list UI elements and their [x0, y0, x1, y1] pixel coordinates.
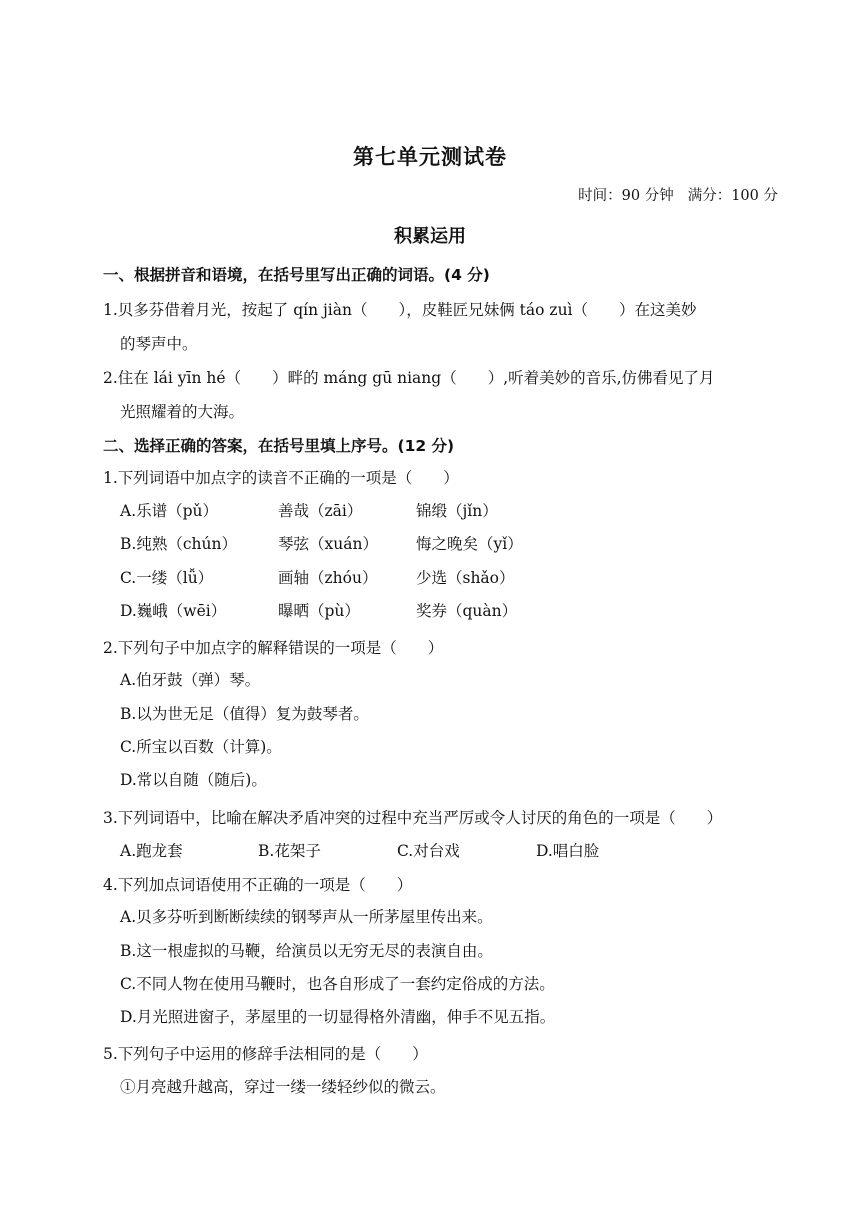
part2-q2-stem: 2.下列句子中加点字的解释错误的一项是（ ） — [103, 639, 444, 657]
q1-row1-col3: 锦缎（jǐn） — [416, 502, 498, 520]
q4-option-c: C.不同人物在使用马鞭时，也各自形成了一套约定俗成的方法。 — [120, 975, 555, 993]
q2-option-d: D.常以自随（随后)。 — [120, 771, 267, 789]
q1-row2-col3: 悔之晚矣（yǐ） — [416, 535, 523, 553]
part2-heading: 二、选择正确的答案，在括号里填上序号。(12 分) — [103, 437, 455, 455]
part1-heading: 一、根据拼音和语境，在括号里写出正确的词语。(4 分) — [103, 266, 490, 284]
part2-q3-stem: 3.下列词语中，比喻在解决矛盾冲突的过程中充当严厉或令人讨厌的角色的一项是（ ） — [103, 809, 723, 827]
q1-row4-col2: 曝晒（pù） — [278, 602, 360, 620]
q4-option-a: A.贝多芬听到断断续续的钢琴声从一所茅屋里传出来。 — [120, 908, 493, 926]
page-title: 第七单元测试卷 — [353, 145, 507, 169]
q3-option-c: C.对台戏 — [397, 842, 460, 860]
q1-row1-col2: 善哉（zāi） — [278, 502, 363, 520]
time-limit: 时间：90 分钟 — [578, 188, 674, 204]
q1-row4-col3: 奖券（quàn） — [416, 602, 518, 620]
q1-row3-col2: 画轴（zhóu） — [278, 569, 378, 587]
part1-q2-line2: 光照耀着的大海。 — [120, 403, 245, 421]
part1-q1-line1: 1.贝多芬借着月光，按起了 qín jiàn（ ），皮鞋匠兄妹俩 táo zuì（ ）在这美妙 — [103, 301, 697, 319]
part1-q2-line1: 2.住在 lái yīn hé（ ）畔的 máng gū niang（ ）,听着美妙的音乐,仿佛看见了月 — [103, 369, 715, 387]
part2-q5-stem: 5.下列句子中运用的修辞手法相同的是（ ） — [103, 1045, 428, 1063]
exam-meta — [578, 184, 778, 205]
q4-option-d: D.月光照进窗子，茅屋里的一切显得格外清幽，伸手不见五指。 — [120, 1008, 556, 1026]
full-score: 满分：100 分 — [687, 188, 778, 204]
q3-option-a: A.跑龙套 — [120, 842, 183, 860]
q1-row3-col3: 少选（shǎo） — [416, 569, 515, 587]
q1-row1-col1: A.乐谱（pǔ） — [120, 502, 219, 520]
q2-option-a: A.伯牙鼓（弹）琴。 — [120, 671, 261, 689]
section-title: 积累运用 — [394, 226, 466, 247]
part2-q1-stem: 1.下列词语中加点字的读音不正确的一项是（ ） — [103, 469, 459, 487]
q1-row3-col1: C.一缕（lǚ） — [120, 569, 214, 587]
q3-option-b: B.花架子 — [258, 842, 321, 860]
q5-item-1: ①月亮越升越高，穿过一缕一缕轻纱似的微云。 — [120, 1078, 446, 1096]
part1-q1-line2: 的琴声中。 — [120, 335, 198, 353]
q3-option-d: D.唱白脸 — [536, 842, 600, 860]
part2-q4-stem: 4.下列加点词语使用不正确的一项是（ ） — [103, 876, 413, 894]
q2-option-c: C.所宝以百数（计算)。 — [120, 738, 282, 756]
q2-option-b: B.以为世无足（值得）复为鼓琴者。 — [120, 705, 369, 723]
q1-row2-col2: 琴弦（xuán） — [278, 535, 378, 553]
q4-option-b: B.这一根虚拟的马鞭，给演员以无穷无尽的表演自由。 — [120, 942, 493, 960]
q1-row2-col1: B.纯熟（chún） — [120, 535, 237, 553]
q1-row4-col1: D.巍峨（wēi） — [120, 602, 227, 620]
